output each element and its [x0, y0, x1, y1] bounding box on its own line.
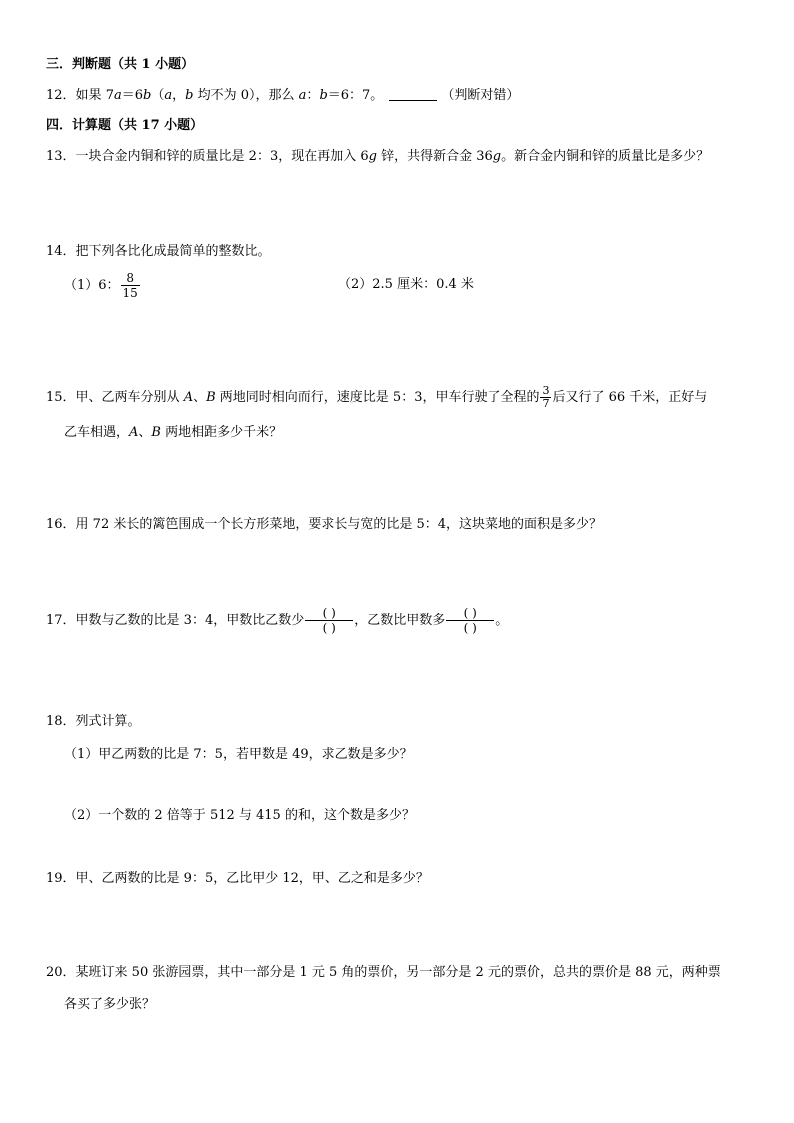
question-14-part-2: （2）2.5 厘米：0.4 米 [338, 277, 474, 292]
fraction: $\frac{3}{7}$ [542, 384, 550, 410]
question-16: 16．用 72 米长的篱笆围成一个长方形菜地，要求长与宽的比是 5：4，这块菜地的面积是多少？ [46, 517, 603, 532]
question-17: 17．甲数与乙数的比是 3：4，甲数比乙数少 $\frac{( )}{( )}$ ，乙数比甲数多 $\frac{( )}{( )}$ 。 [46, 606, 509, 635]
answer-fraction-blank[interactable]: $\frac{( )}{( )}$ [446, 606, 494, 635]
question-14-title: 14．把下列各比化成最简单的整数比。 [46, 244, 271, 259]
question-20-line-2: 各买了多少张？ [64, 997, 156, 1012]
answer-blank[interactable] [389, 87, 437, 101]
section-heading-calculation: 四．计算题（共 17 小题） [46, 118, 204, 133]
section-heading-judgement: 三．判断题（共 1 小题） [46, 57, 195, 72]
question-18-part-2: （2）一个数的 2 倍等于 512 与 415 的和，这个数是多少？ [64, 808, 415, 823]
answer-fraction-blank[interactable]: $\frac{( )}{( )}$ [305, 606, 353, 635]
fraction: $\frac{8}{15}$ [122, 271, 138, 300]
question-20-line-1: 20．某班订来 50 张游园票，其中一部分是 1 元 5 角的票价，另一部分是 2 元的票价，总共的票价是 88 元，两种票 [46, 965, 721, 980]
question-14-part-1: （1）6： $\frac{8}{15}$ [64, 271, 138, 300]
question-18-title: 18．列式计算。 [46, 714, 141, 729]
question-13: 13．一块合金内铜和锌的质量比是 2：3，现在再加入 6g 锌，共得新合金 36g。新合金内铜和锌的质量比是多少？ [46, 149, 710, 164]
question-19: 19．甲、乙两数的比是 9：5，乙比甲少 12，甲、乙之和是多少？ [46, 871, 429, 886]
question-18-part-1: （1）甲乙两数的比是 7：5，若甲数是 49，求乙数是多少？ [64, 747, 413, 762]
question-15-line-2: 乙车相遇，A、B 两地相距多少千米？ [64, 425, 283, 440]
question-12: 12．如果 7a＝6b（a，b 均不为 0），那么 a：b＝6：7。 （判断对错） [46, 88, 520, 103]
question-15-line-1: 15．甲、乙两车分别从 A、B 两地同时相向而行，速度比是 5：3，甲车行驶了全程的 $\frac{3}{7}$ 后又行了 66 千米，正好与 [46, 384, 708, 410]
